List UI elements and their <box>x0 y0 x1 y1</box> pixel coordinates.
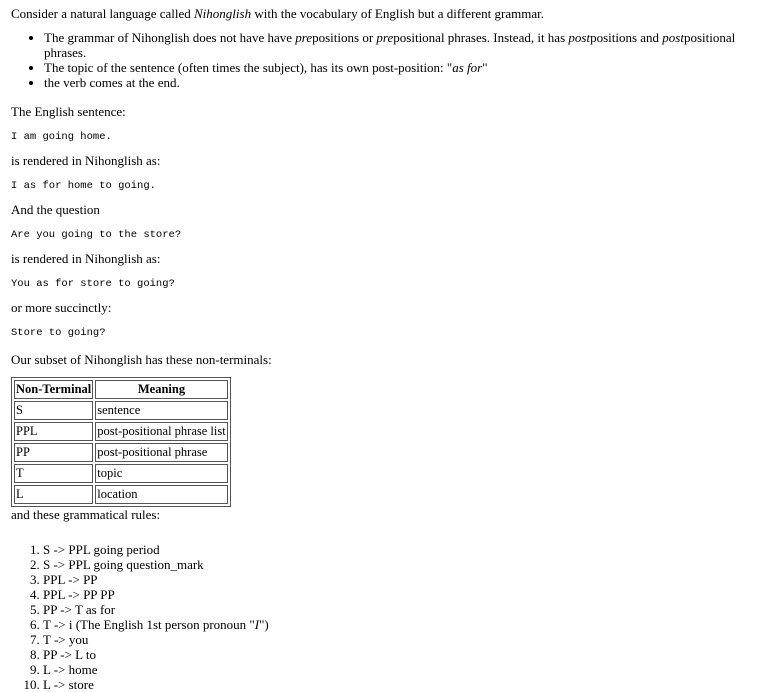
bullet-text: The topic of the sentence (often times the subject), has its own post-position: " <box>44 60 453 75</box>
rule-item: 5. PP -> T as for <box>43 602 774 617</box>
rule-item: 7. T -> you <box>43 632 774 647</box>
bullet-emphasis: post <box>568 30 591 45</box>
rendered-as-label: is rendered in Nihonglish as: <box>11 251 161 266</box>
rules-intro: and these grammatical rules: <box>11 507 161 522</box>
bullet-text: positional phrases. <box>44 30 736 60</box>
bullet-text: positions or <box>312 30 377 45</box>
grammar-rules-list <box>11 542 774 692</box>
bullet-emphasis: pre <box>295 30 313 45</box>
column-header: Meaning <box>95 380 227 399</box>
nonterminal-cell: L <box>14 485 93 504</box>
bullet-emphasis: as for <box>452 60 483 75</box>
rule-text: T -> i (The English 1st person pronoun " <box>43 617 255 632</box>
rule-item: 3. PPL -> PP <box>43 572 774 587</box>
intro-paragraph <box>11 6 774 21</box>
bullet-emphasis: post <box>662 30 684 45</box>
nonterminal-cell: PP <box>14 443 93 462</box>
nonterminal-table <box>11 377 231 507</box>
language-name: Nihonglish <box>194 6 252 21</box>
table-row <box>14 443 228 462</box>
bullet-text: The grammar of Nihonglish does not have have <box>44 30 296 45</box>
bullet-item <box>44 30 774 60</box>
grammar-bullet-list <box>11 30 774 90</box>
nonterminal-cell: T <box>14 464 93 483</box>
rule-item: 2. S -> PPL going question_mark <box>43 557 774 572</box>
meaning-cell: post-positional phrase <box>95 443 227 462</box>
table-header-row <box>14 380 228 399</box>
example-code: You as for store to going? <box>11 278 175 290</box>
example-code: Store to going? <box>11 327 106 339</box>
rule-item: 4. PPL -> PP PP <box>43 587 774 602</box>
column-header: Non-Terminal <box>14 380 93 399</box>
rule-item <box>43 617 774 632</box>
rule-item: 9. L -> home <box>43 662 774 677</box>
example-code: Are you going to the store? <box>11 229 182 241</box>
intro-suffix: with the vocabulary of English but a different grammar. <box>251 6 544 21</box>
example-code: I am going home. <box>11 131 112 143</box>
nonterminals-intro: Our subset of Nihonglish has these non-terminals: <box>11 352 272 367</box>
bullet-text: " <box>482 60 488 75</box>
question-intro: And the question <box>11 202 100 217</box>
succinct-intro: or more succinctly: <box>11 300 112 315</box>
rendered-as-label: is rendered in Nihonglish as: <box>11 153 161 168</box>
meaning-cell: location <box>95 485 227 504</box>
example-code: I as for home to going. <box>11 180 156 192</box>
rule-item: 10. L -> store <box>43 677 774 692</box>
bullet-item <box>44 60 774 75</box>
bullet-text: the verb comes at the end. <box>44 75 180 90</box>
bullet-text: positions and <box>590 30 663 45</box>
meaning-cell: topic <box>95 464 227 483</box>
rule-emphasis: I <box>254 617 260 632</box>
english-sentence-intro: The English sentence: <box>11 104 126 119</box>
table-row <box>14 401 228 420</box>
rule-item: 1. S -> PPL going period <box>43 542 774 557</box>
meaning-cell: sentence <box>95 401 227 420</box>
meaning-cell: post-positional phrase list <box>95 422 227 441</box>
table-row <box>14 464 228 483</box>
rule-item: 8. PP -> L to <box>43 647 774 662</box>
rule-text: ") <box>259 617 269 632</box>
intro-prefix: Consider a natural language called <box>11 6 195 21</box>
table-row <box>14 485 228 504</box>
nonterminal-cell: PPL <box>14 422 93 441</box>
nonterminal-cell: S <box>14 401 93 420</box>
bullet-text: positional phrases. Instead, it has <box>393 30 569 45</box>
bullet-item <box>44 75 774 90</box>
table-row <box>14 422 228 441</box>
bullet-emphasis: pre <box>376 30 394 45</box>
